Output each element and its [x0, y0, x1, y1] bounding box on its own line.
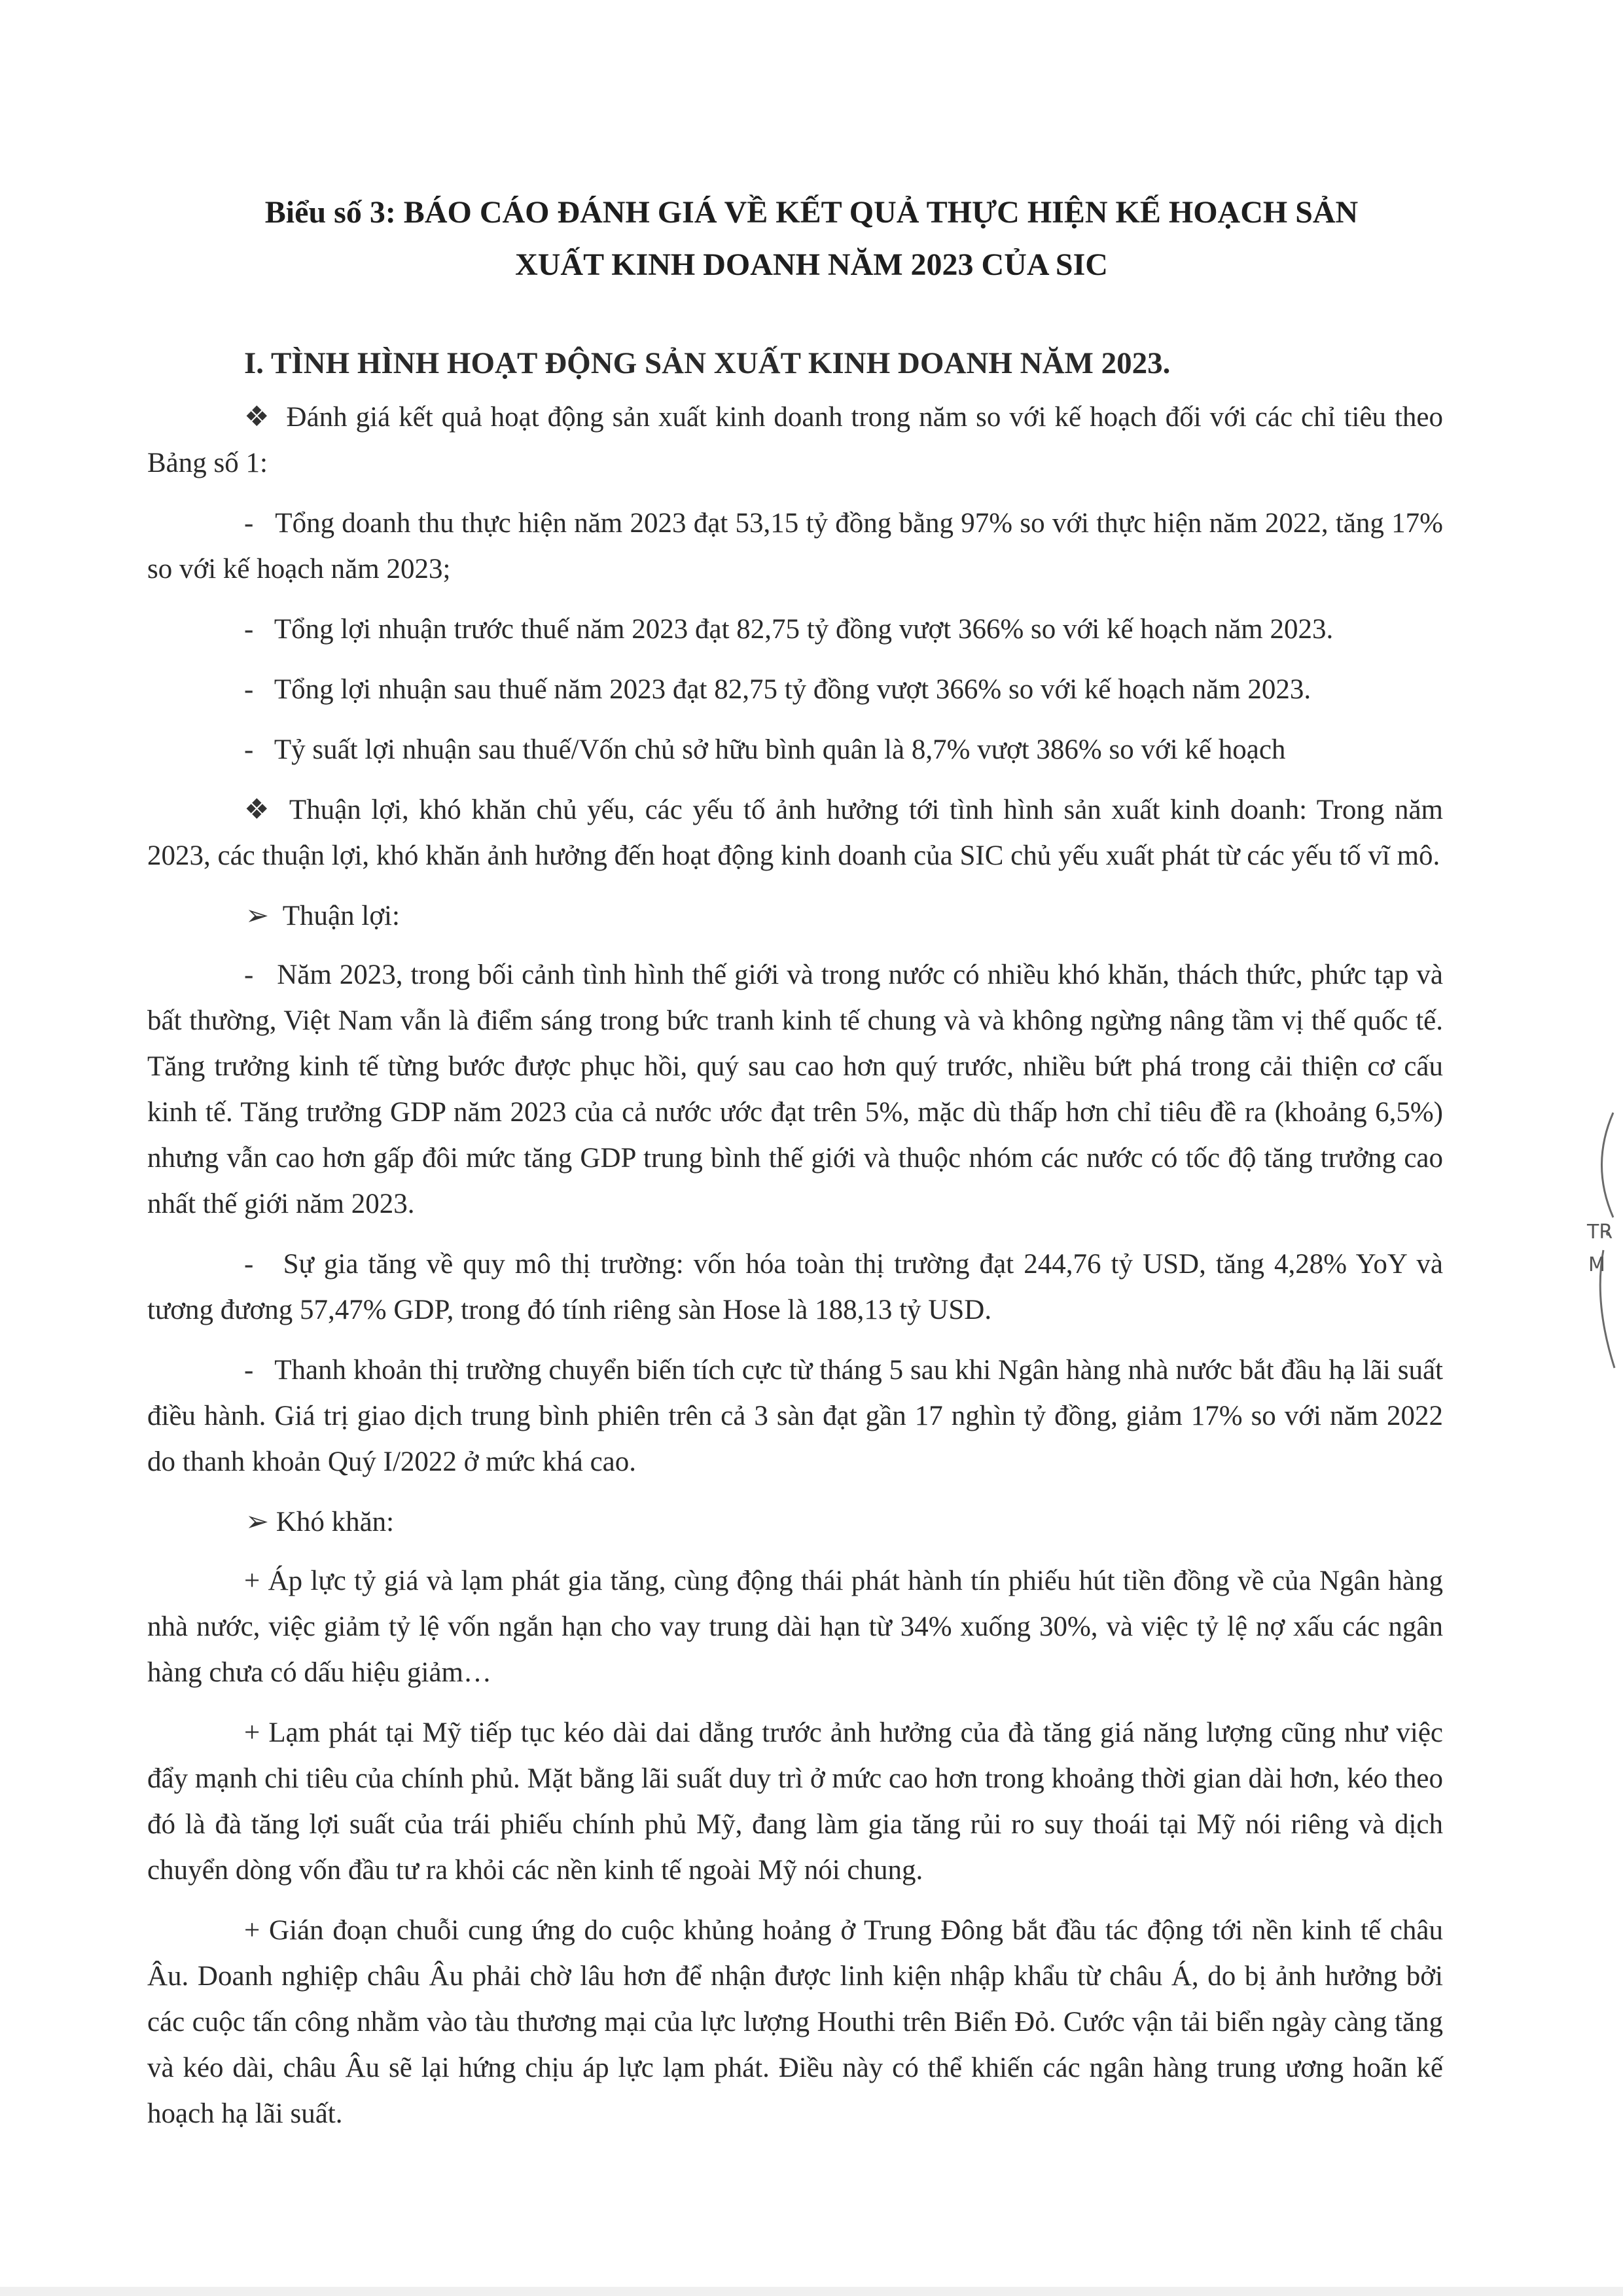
revenue-text: Tổng doanh thu thực hiện năm 2023 đạt 53,15 tỷ đồng bằng 97% so với thực hiện năm 2022, tăng 17% so với kế hoạch năm 2023; [147, 508, 1443, 584]
dash-marker: - [244, 508, 254, 539]
title-line-1: Biểu số 3: BÁO CÁO ĐÁNH GIÁ VỀ KẾT QUẢ THỰC HIỆN KẾ HOẠCH SẢN [264, 195, 1359, 230]
page-bottom-edge [0, 2287, 1623, 2296]
arrow-bullet-icon: ➢ [245, 901, 270, 931]
dash-marker: - [244, 1355, 254, 1386]
paragraph-advantage-3 [147, 1348, 1443, 1485]
paragraph-profit-after-tax [147, 667, 1443, 713]
dash-marker: - [244, 614, 254, 645]
paragraph-advantage-1 [147, 952, 1443, 1227]
paragraph-factors [147, 787, 1443, 879]
paragraph-advantage-2 [147, 1242, 1443, 1333]
bullet-diamond-icon: ❖ [244, 402, 270, 433]
profit-before-tax-text: Tổng lợi nhuận trước thuế năm 2023 đạt 82,75 tỷ đồng vượt 366% so với kế hoạch năm 2023. [274, 614, 1334, 645]
paragraph-difficulty-1: + Áp lực tỷ giá và lạm phát gia tăng, cùng động thái phát hành tín phiếu hút tiền đồng về của Ngân hàng nhà nước, việc giảm tỷ lệ vốn ngắn hạn cho vay trung dài hạn từ 34% xuống 30%, và việc tỷ lệ nợ xấu các ngân hàng chưa có dấu hiệu giảm… [147, 1566, 1443, 1688]
advantage-2-text: Sự gia tăng về quy mô thị trường: vốn hóa toàn thị trường đạt 244,76 tỷ USD, tăng 4,28% YoY và tương đương 57,47% GDP, trong đó tính riêng sàn Hose là 188,13 tỷ USD. [147, 1249, 1444, 1325]
document-body [147, 337, 1443, 2151]
dash-marker: - [244, 960, 254, 990]
stamp-letters-2: M [1588, 1253, 1605, 1276]
paragraph-roe [147, 727, 1443, 773]
dash-marker: - [244, 1249, 254, 1280]
intro-text: Đánh giá kết quả hoạt động sản xuất kinh doanh trong năm so với kế hoạch đối với các chỉ tiêu theo Bảng số 1: [147, 402, 1443, 478]
arrow-bullet-icon: ➢ [245, 1507, 270, 1537]
stamp-arc-icon [1567, 1106, 1620, 1388]
advantage-3-text: Thanh khoản thị trường chuyển biến tích cực từ tháng 5 sau khi Ngân hàng nhà nước bắt đầu hạ lãi suất điều hành. Giá trị giao dịch trung bình phiên trên cả 3 sàn đạt gần 17 nghìn tỷ đồng, giảm 17% so với năm 2022 do thanh khoản Quý I/2022 ở mức khá cao. [147, 1355, 1443, 1477]
advantages-heading-text: Thuận lợi: [282, 901, 400, 931]
dash-marker: - [244, 734, 254, 765]
difficulties-heading-text: Khó khăn: [276, 1507, 395, 1537]
dash-marker: - [244, 674, 254, 705]
paragraph-intro [147, 395, 1443, 486]
section-heading: I. TÌNH HÌNH HOẠT ĐỘNG SẢN XUẤT KINH DOANH NĂM 2023. [244, 346, 1171, 380]
title-line-2: XUẤT KINH DOANH NĂM 2023 CỦA SIC [515, 247, 1108, 282]
paragraph-difficulty-3: + Gián đoạn chuỗi cung ứng do cuộc khủng hoảng ở Trung Đông bắt đầu tác động tới nền kinh tế châu Âu. Doanh nghiệp châu Âu phải chờ lâu hơn để nhận được linh kiện nhập khẩu từ châu Á, do bị ảnh hưởng bởi các cuộc tấn công nhằm vào tàu thương mại của lực lượng Houthi trên Biển Đỏ. Cước vận tải biển ngày càng tăng và kéo dài, châu Âu sẽ lại hứng chịu áp lực lạm phát. Điều này có thể khiến các ngân hàng trung ương hoãn kế hoạch hạ lãi suất. [147, 1915, 1443, 2129]
stamp-letters-1: TR [1587, 1221, 1613, 1244]
paragraph-profit-before-tax [147, 607, 1443, 653]
document-title [131, 187, 1492, 291]
advantage-1-text: Năm 2023, trong bối cảnh tình hình thế giới và trong nước có nhiều khó khăn, thách thức, phức tạp và bất thường, Việt Nam vẫn là điểm sáng trong bức tranh kinh tế chung và và không ngừng nâng tầm vị thế quốc tế. Tăng trưởng kinh tế từng bước được phục hồi, quý sau cao hơn quý trước, nhiều bứt phá trong cải thiện cơ cấu kinh tế. Tăng trưởng GDP năm 2023 của cả nước ước đạt trên 5%, mặc dù thấp hơn chỉ tiêu đề ra (khoảng 6,5%) nhưng vẫn cao hơn gấp đôi mức tăng GDP trung bình thế giới và thuộc nhóm các nước có tốc độ tăng trưởng cao nhất thế giới năm 2023. [147, 960, 1444, 1219]
advantages-heading [147, 893, 1443, 939]
profit-after-tax-text: Tổng lợi nhuận sau thuế năm 2023 đạt 82,75 tỷ đồng vượt 366% so với kế hoạch năm 2023. [274, 674, 1311, 705]
paragraph-revenue [147, 501, 1443, 592]
roe-text: Tỷ suất lợi nhuận sau thuế/Vốn chủ sở hữu bình quân là 8,7% vượt 386% so với kế hoạch [274, 734, 1286, 765]
factors-text: Thuận lợi, khó khăn chủ yếu, các yếu tố ảnh hưởng tới tình hình sản xuất kinh doanh: Trong năm 2023, các thuận lợi, khó khăn ảnh hưởng đến hoạt động kinh doanh của SIC chủ yếu xuất phát từ các yếu tố vĩ mô. [147, 795, 1443, 871]
margin-stamp-fragment [1567, 1106, 1620, 1388]
difficulties-heading [147, 1499, 1443, 1545]
bullet-diamond-icon: ❖ [244, 795, 270, 825]
paragraph-difficulty-2: + Lạm phát tại Mỹ tiếp tục kéo dài dai dẳng trước ảnh hưởng của đà tăng giá năng lượng cũng như việc đẩy mạnh chi tiêu của chính phủ. Mặt bằng lãi suất duy trì ở mức cao hơn trong khoảng thời gian dài hơn, kéo theo đó là đà tăng lợi suất của trái phiếu chính phủ Mỹ, đang làm gia tăng rủi ro suy thoái tại Mỹ nói riêng và dịch chuyển dòng vốn đầu tư ra khỏi các nền kinh tế ngoài Mỹ nói chung. [147, 1717, 1443, 1886]
